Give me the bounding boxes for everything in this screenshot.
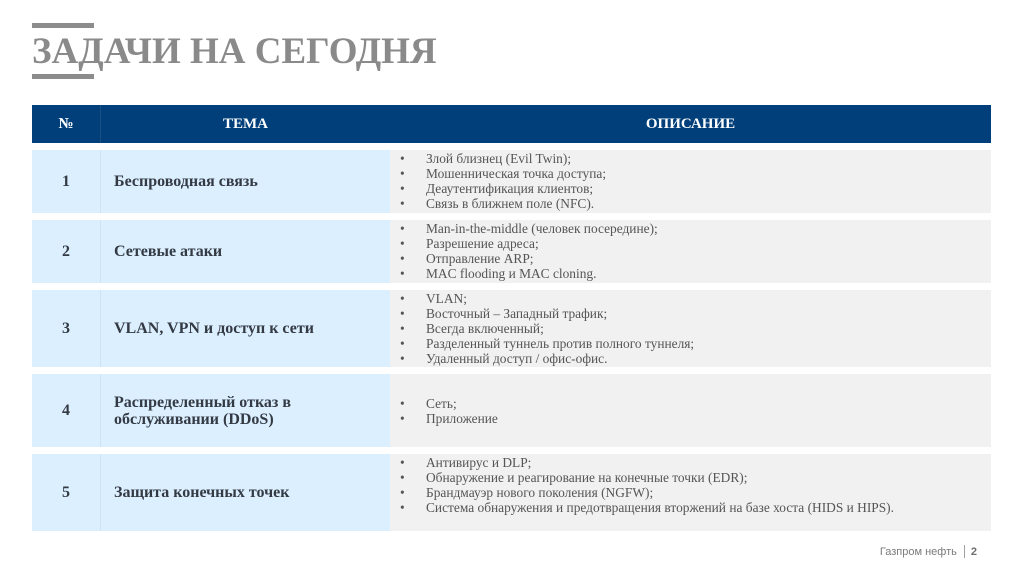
- row-num: 4: [32, 374, 101, 447]
- list-item: • Отправление ARP;: [400, 251, 658, 266]
- description-list: [390, 455, 894, 515]
- tasks-table: [32, 105, 991, 531]
- list-item: • Обнаружение и реагирование на конечные точки (EDR);: [400, 470, 894, 485]
- table-row: [32, 374, 991, 447]
- table-row: [32, 454, 991, 531]
- header-num: №: [32, 105, 101, 143]
- list-item: • Брандмауэр нового поколения (NGFW);: [400, 485, 894, 500]
- header-topic: ТЕМА: [223, 115, 268, 132]
- description-list: [390, 151, 606, 211]
- table-row: [32, 220, 991, 283]
- row-num: 5: [32, 454, 101, 531]
- company-name: Газпром нефть: [879, 545, 957, 558]
- row-num: 3: [32, 290, 101, 367]
- table-header: [32, 105, 991, 143]
- title-accent-bar-top: [32, 23, 94, 28]
- title-accent-bar-bottom: [32, 74, 94, 79]
- description-list: [390, 396, 498, 426]
- page-number: 2: [970, 545, 977, 558]
- description-list: [390, 291, 694, 366]
- row-num: 1: [32, 150, 101, 213]
- list-item: • Восточный – Западный трафик;: [400, 306, 694, 321]
- header-description: ОПИСАНИЕ: [645, 115, 736, 132]
- list-item: • Man-in-the-middle (человек посередине);: [400, 221, 658, 236]
- description-list: [390, 221, 658, 281]
- list-item: • Деаутентификация клиентов;: [400, 181, 606, 196]
- row-topic: Распределенный отказ в обслуживании (DDoS): [114, 393, 291, 428]
- list-item: • MAC flooding и MAC cloning.: [400, 266, 658, 281]
- row-topic: Беспроводная связь: [114, 173, 258, 190]
- slide-footer: [880, 545, 977, 558]
- list-item: • VLAN;: [400, 291, 694, 306]
- list-item: • Удаленный доступ / офис-офис.: [400, 351, 694, 366]
- list-item: • Связь в ближнем поле (NFC).: [400, 196, 606, 211]
- row-topic: Защита конечных точек: [114, 484, 290, 501]
- list-item: • Приложение: [400, 411, 498, 426]
- list-item: • Разрешение адреса;: [400, 236, 658, 251]
- list-item: • Всегда включенный;: [400, 321, 694, 336]
- row-topic: VLAN, VPN и доступ к сети: [114, 320, 314, 337]
- row-num: 2: [32, 220, 101, 283]
- list-item: • Антивирус и DLP;: [400, 455, 894, 470]
- table-row: [32, 290, 991, 367]
- list-item: • Злой близнец (Evil Twin);: [400, 151, 606, 166]
- list-item: • Разделенный туннель против полного туннеля;: [400, 336, 694, 351]
- list-item: • Мошенническая точка доступа;: [400, 166, 606, 181]
- row-topic: Сетевые атаки: [114, 243, 223, 260]
- list-item: • Система обнаружения и предотвращения вторжений на базе хоста (HIDS и HIPS).: [400, 500, 894, 515]
- page-title: ЗАДАЧИ НА СЕГОДНЯ: [32, 31, 437, 72]
- list-item: • Сеть;: [400, 396, 498, 411]
- table-row: [32, 150, 991, 213]
- footer-divider: [964, 545, 965, 558]
